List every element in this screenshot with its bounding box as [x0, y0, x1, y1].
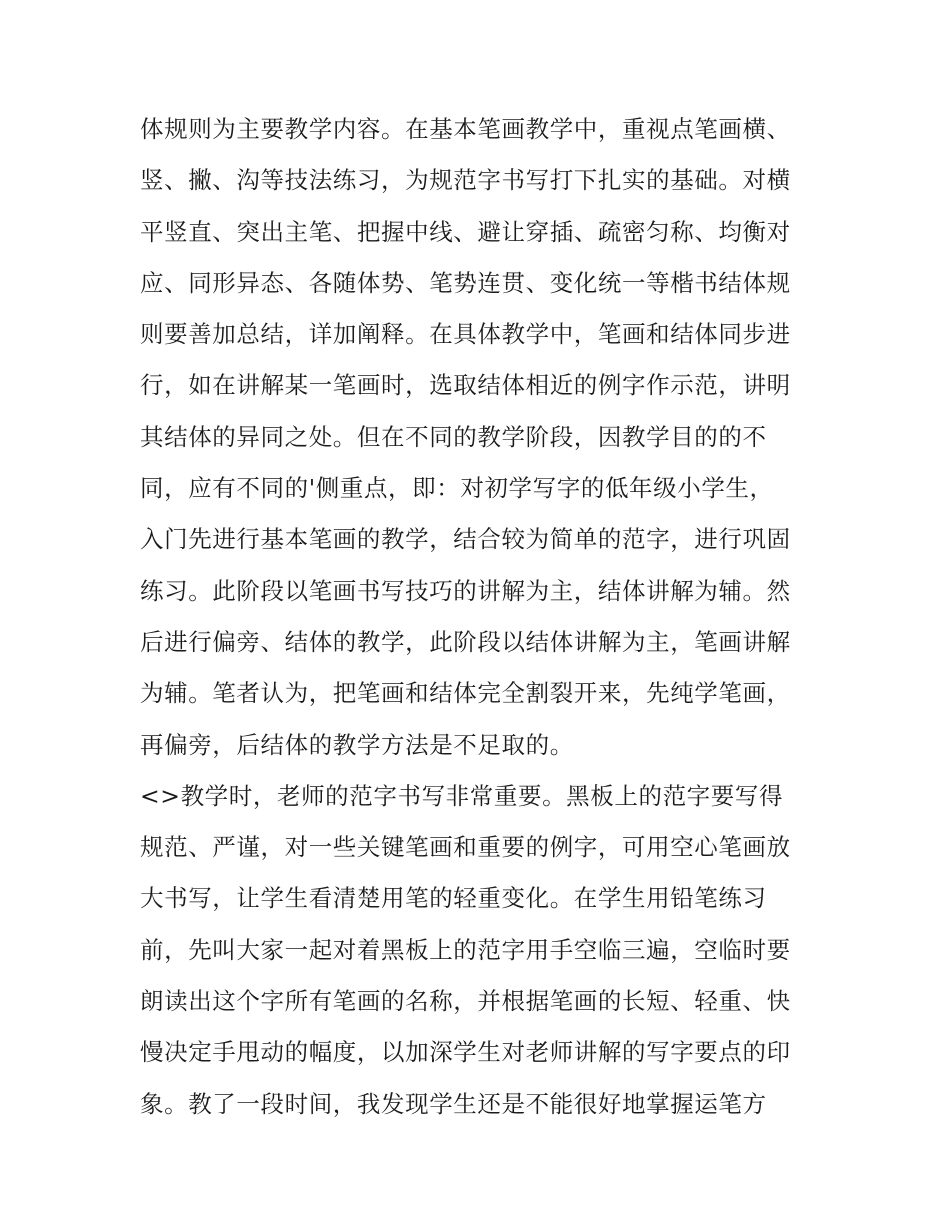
text-line: 则要善加总结，详加阐释。在具体教学中，笔画和结体同步进 — [140, 320, 791, 349]
text-line: <>教学时，老师的范字书写非常重要。黑板上的范字要写得 — [140, 781, 784, 810]
text-line: 再偏旁，后结体的教学方法是不足取的。 — [140, 730, 574, 759]
text-line: 行，如在讲解某一笔画时，选取结体相近的例字作示范，讲明 — [140, 371, 791, 400]
text-line: 平竖直、突出主笔、把握中线、避让穿插、疏密匀称、均衡对 — [140, 217, 791, 246]
text-line: 竖、撇、沟等技法练习，为规范字书写打下扎实的基础。对横 — [140, 166, 791, 195]
text-line: 慢决定手甩动的幅度，以加深学生对老师讲解的写字要点的印 — [140, 1038, 791, 1067]
text-line: 后进行偏旁、结体的教学，此阶段以结体讲解为主，笔画讲解 — [140, 627, 791, 656]
text-line: 练习。此阶段以笔画书写技巧的讲解为主，结体讲解为辅。然 — [140, 576, 791, 605]
body-text — [140, 104, 820, 1130]
text-line: 入门先进行基本笔画的教学，结合较为简单的范字，进行巩固 — [140, 525, 791, 554]
text-line: 体规则为主要教学内容。在基本笔画教学中，重视点笔画横、 — [140, 115, 791, 143]
text-line: 象。教了一段时间，我发现学生还是不能很好地掌握运笔方 — [140, 1089, 767, 1118]
text-line: 其结体的异同之处。但在不同的教学阶段，因教学目的的不 — [140, 422, 767, 451]
text-line: 规范、严谨，对一些关键笔画和重要的例字，可用空心笔画放 — [140, 833, 791, 862]
text-line: 同，应有不同的'侧重点，即：对初学写字的低年级小学生， — [140, 474, 774, 503]
text-line: 前，先叫大家一起对着黑板上的范字用手空临三遍，空临时要 — [140, 935, 791, 964]
text-line: 朗读出这个字所有笔画的名称，并根据笔画的长短、轻重、快 — [140, 987, 791, 1016]
text-line: 为辅。笔者认为，把笔画和结体完全割裂开来，先纯学笔画， — [140, 679, 791, 708]
text-line: 应、同形异态、各随体势、笔势连贯、变化统一等楷书结体规 — [140, 268, 791, 297]
text-line: 大书写，让学生看清楚用笔的轻重变化。在学生用铅笔练习 — [140, 884, 767, 913]
